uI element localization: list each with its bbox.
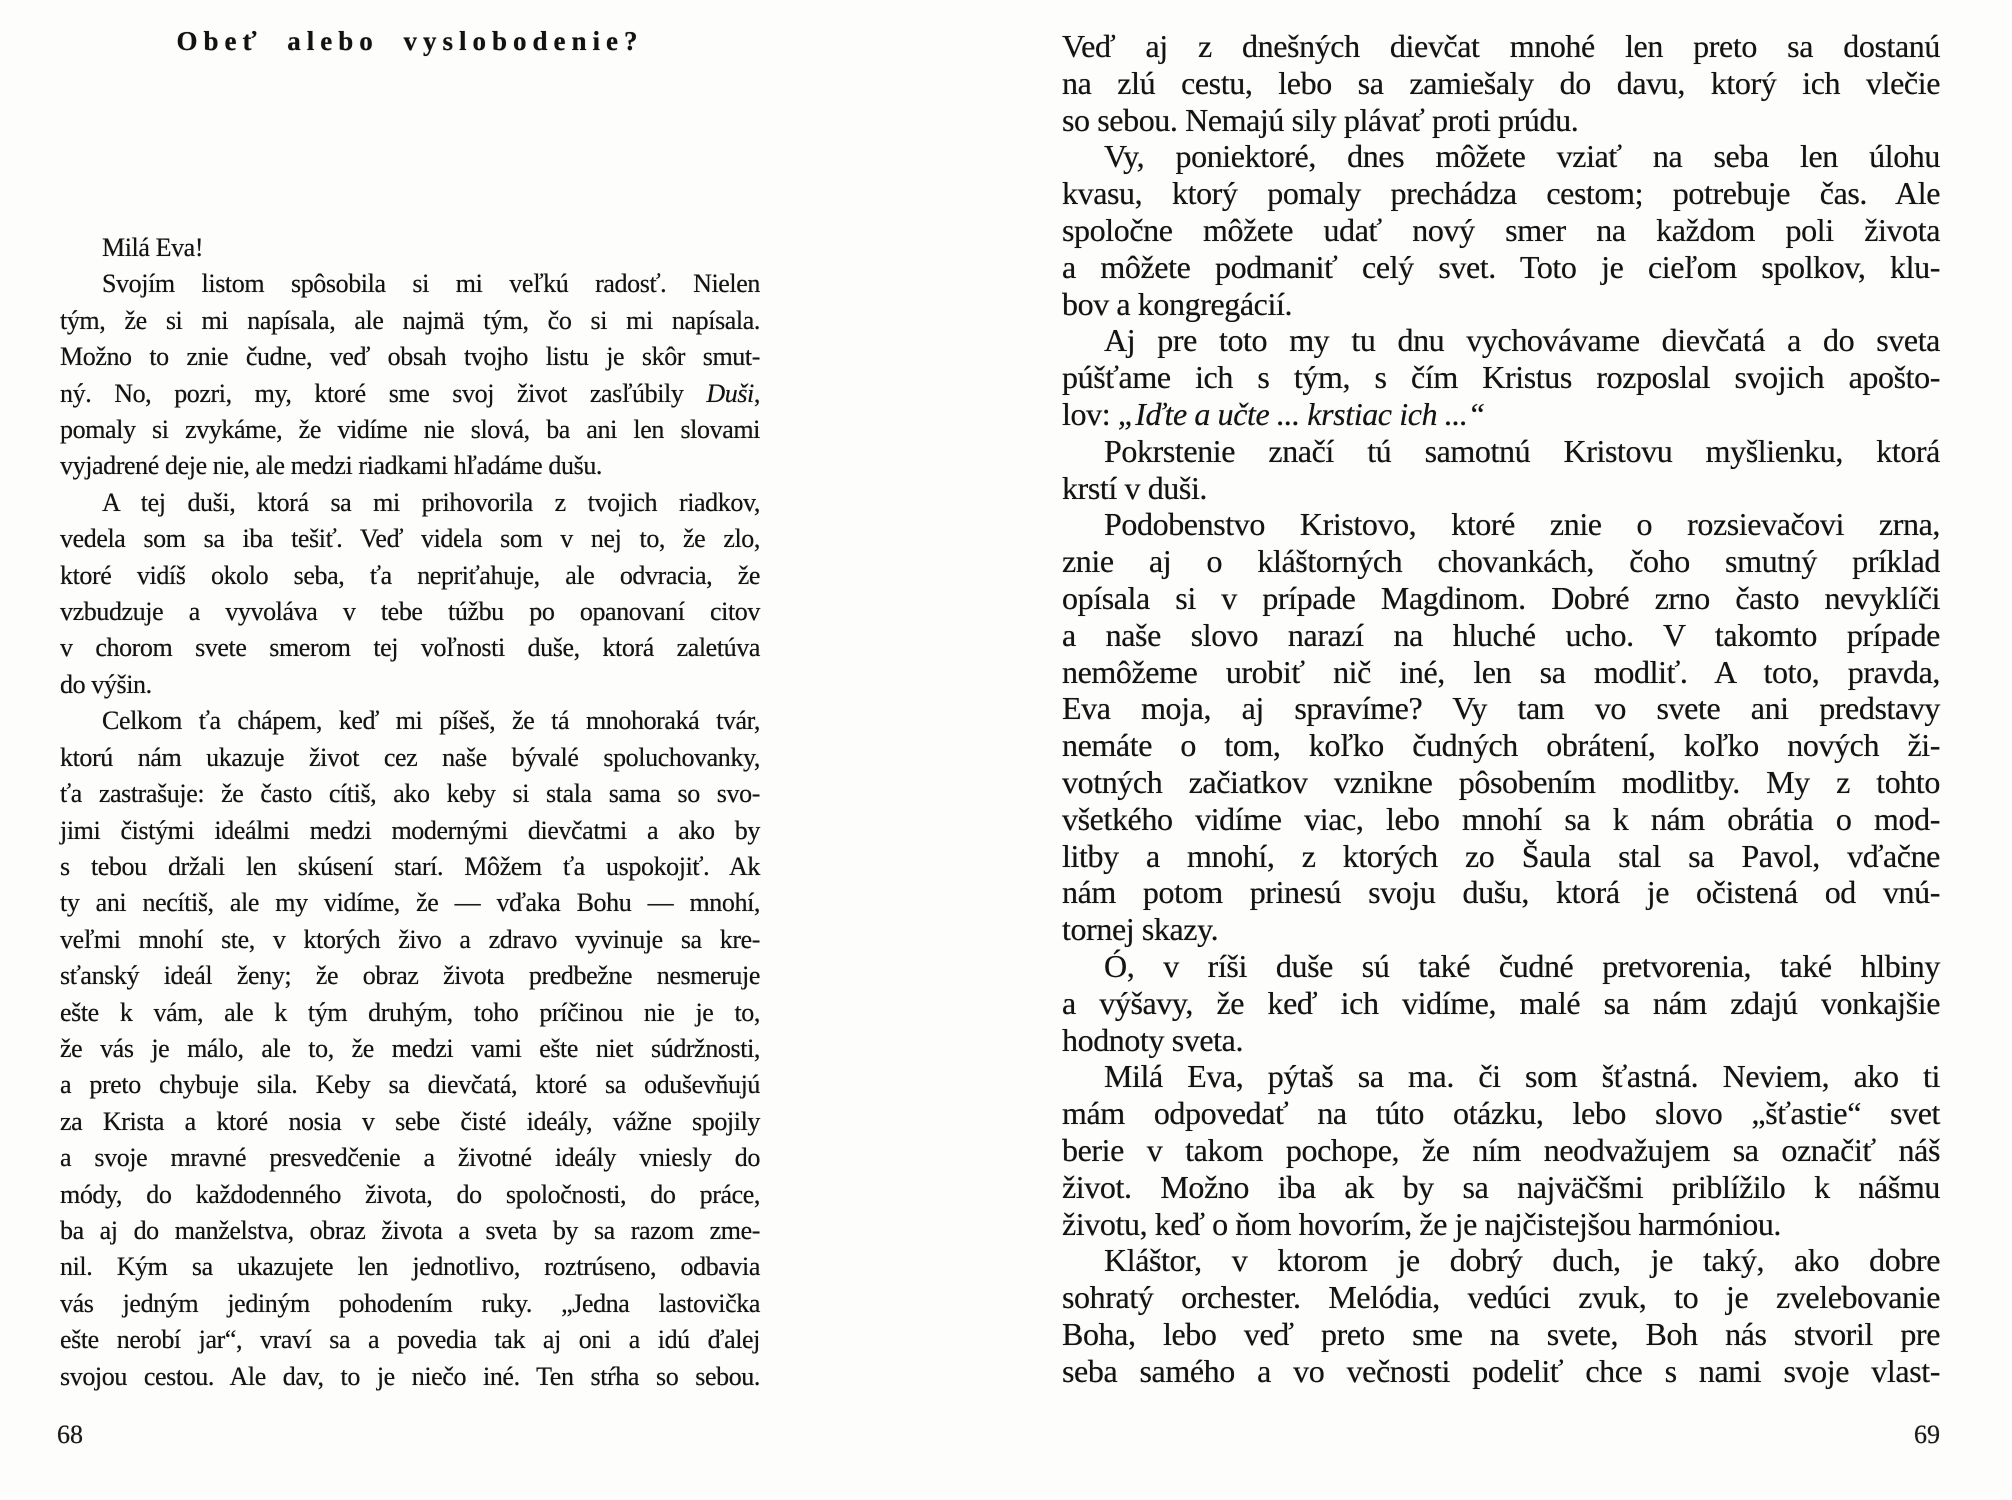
text-line	[60, 849, 760, 885]
text-line	[60, 1286, 760, 1322]
text-segment: litby a mnohí, z ktorých zo Šaula stal sa Pavol, vďačne	[1062, 837, 1940, 874]
text-segment: bov a kongregácií.	[1062, 285, 1293, 322]
text-line	[1062, 1279, 1940, 1316]
text-segment: vás jedným jediným pohodením ruky. „Jedna lastovička	[60, 1288, 760, 1318]
text-segment: Veď aj z dnešných dievčat mnohé len preto sa dostanú	[1062, 28, 1940, 64]
chapter-heading: Obeť alebo vyslobodenie?	[176, 26, 644, 56]
text-segment: za Krista a ktoré nosia v sebe čisté ideály, vážne spojily	[60, 1106, 760, 1136]
text-line	[60, 995, 760, 1031]
text-segment: jimi čistými ideálmi medzi modernými dievčatmi a ako by	[60, 815, 760, 845]
text-line	[60, 230, 760, 266]
text-segment: nám potom prinesú svoju dušu, ktorá je očistená od vnú-	[1062, 874, 1940, 911]
text-segment: Celkom ťa chápem, keď mi píšeš, že tá mnohoraká tvár,	[102, 706, 760, 736]
text-line	[1062, 838, 1940, 875]
text-line	[60, 776, 760, 812]
text-line	[1062, 874, 1940, 911]
text-line	[60, 1104, 760, 1140]
paragraph	[60, 703, 760, 1395]
text-line	[1062, 654, 1940, 691]
text-line	[60, 1249, 760, 1285]
text-line	[60, 1177, 760, 1213]
text-segment: krstí v duši.	[1062, 469, 1208, 506]
text-segment: s tebou držali len skúsení starí. Môžem ťa uspokojiť. Ak	[60, 851, 760, 881]
text-segment: do výšin.	[60, 669, 152, 699]
paragraph	[1062, 948, 1940, 1058]
text-line	[60, 703, 760, 739]
text-line	[1062, 1132, 1940, 1169]
text-line	[60, 667, 760, 703]
text-segment: Možno to znie čudne, veď obsah tvojho listu je skôr smut-	[60, 342, 760, 372]
paragraph	[60, 266, 760, 484]
text-segment: vyjadrené deje nie, ale medzi riadkami hľadáme dušu.	[60, 451, 603, 481]
text-segment: tým, že si mi napísala, ale najmä tým, čo si mi napísala.	[60, 305, 760, 335]
text-line	[1062, 65, 1940, 102]
italic-text-segment: „Iďte a učte ... krstiac ich ...“	[1117, 395, 1485, 432]
paragraph	[1062, 1242, 1940, 1389]
text-segment: znie aj o kláštorných chovankách, čoho smutný príklad	[1062, 543, 1940, 580]
text-segment: hodnoty sveta.	[1062, 1021, 1244, 1058]
text-line	[1062, 28, 1940, 65]
text-segment: ktorú nám ukazuje život cez naše bývalé spoluchovanky,	[60, 742, 760, 772]
paragraph	[1062, 433, 1940, 507]
text-line	[1062, 1242, 1940, 1279]
text-segment: v chorom svete smerom tej voľnosti duše, ktorá zaletúva	[60, 633, 760, 663]
text-segment: ešte nerobí jar“, vraví sa a povedia tak aj oni a idú ďalej	[60, 1325, 760, 1355]
paragraph	[1062, 138, 1940, 322]
text-line	[60, 630, 760, 666]
text-segment: Boha, lebo veď preto sme na svete, Boh nás stvoril pre	[1062, 1315, 1940, 1352]
text-line	[1062, 543, 1940, 580]
text-segment: Ó, v ríši duše sú také čudné pretvorenia, také hlbiny	[1104, 947, 1940, 984]
text-line	[1062, 396, 1940, 433]
text-segment: a preto chybuje sila. Keby sa dievčatá, ktoré sa oduševňujú	[60, 1070, 760, 1100]
text-line	[60, 412, 760, 448]
text-line	[60, 485, 760, 521]
text-segment: nemáte o tom, koľko čudných obrátení, koľko nových ži-	[1062, 727, 1940, 764]
text-segment: a svoje mravné presvedčenie a životné ideály vniesly do	[60, 1143, 760, 1173]
text-line	[1062, 911, 1940, 948]
paragraph	[60, 485, 760, 703]
text-segment: lov:	[1062, 395, 1118, 432]
text-segment: pomaly si zvykáme, že vidíme nie slová, ba ani len slovami	[60, 415, 760, 445]
text-segment: seba samého a vo večnosti podeliť chce s nami svoje vlast-	[1062, 1352, 1940, 1389]
text-segment: tornej skazy.	[1062, 911, 1219, 948]
paragraph	[1062, 506, 1940, 948]
text-segment: Svojím listom spôsobila si mi veľkú radosť. Nielen	[102, 269, 760, 299]
text-line	[1062, 1316, 1940, 1353]
text-line	[1062, 138, 1940, 175]
text-line	[1062, 175, 1940, 212]
text-segment: Vy, poniektoré, dnes môžete vziať na seba len úlohu	[1104, 138, 1940, 175]
text-segment: mám odpovedať na túto otázku, lebo slovo „šťastie“ svet	[1062, 1095, 1940, 1132]
text-segment: vedela som sa iba tešiť. Veď videla som v nej to, že zlo,	[60, 524, 760, 554]
right-page-body	[1062, 28, 1940, 1389]
text-line	[60, 521, 760, 557]
text-line	[1062, 801, 1940, 838]
text-segment: ný. No, pozri, my, ktoré sme svoj život zasľúbily	[60, 378, 707, 408]
text-line	[1062, 212, 1940, 249]
text-segment: módy, do každodenného života, do spoločnosti, do práce,	[60, 1179, 760, 1209]
text-segment: svojou cestou. Ale dav, to je niečo iné. Ten stŕha so sebou.	[60, 1361, 760, 1391]
text-line	[60, 922, 760, 958]
text-line	[1062, 1353, 1940, 1390]
text-segment: ty ani necítiš, ale my vidíme, že — vďaka Bohu — mnohí,	[60, 888, 760, 918]
text-line	[60, 376, 760, 412]
text-segment: ,	[753, 378, 760, 408]
text-line	[60, 740, 760, 776]
text-segment: nemôžeme urobiť nič iné, len sa modliť. A toto, pravda,	[1062, 653, 1940, 690]
text-line	[60, 339, 760, 375]
text-line	[60, 1359, 760, 1395]
paragraph	[1062, 1058, 1940, 1242]
text-segment: púšťame ich s tým, s čím Kristus rozposlal svojich apošto-	[1062, 359, 1940, 396]
paragraph	[60, 230, 760, 266]
text-segment: a výšavy, že keď ich vidíme, malé sa nám zdajú vonkajšie	[1062, 984, 1940, 1021]
text-line	[1062, 1022, 1940, 1059]
text-line	[1062, 322, 1940, 359]
text-line	[60, 594, 760, 630]
page-number-right: 69	[1914, 1420, 1940, 1449]
text-segment: všetkého vidíme viac, lebo mnohí sa k nám obrátia o mod-	[1062, 800, 1940, 837]
text-segment: Podobenstvo Kristovo, ktoré znie o rozsievačovi zrna,	[1104, 506, 1940, 543]
text-line	[1062, 690, 1940, 727]
italic-text-segment: Duši	[706, 378, 754, 408]
text-segment: veľmi mnohí ste, v ktorých živo a zdravo vyvinuje sa kre-	[60, 924, 760, 954]
text-line	[1062, 580, 1940, 617]
text-line	[1062, 1095, 1940, 1132]
text-line	[60, 303, 760, 339]
text-segment: ešte k vám, ale k tým druhým, toho príčinou nie je to,	[60, 997, 760, 1027]
text-line	[1062, 985, 1940, 1022]
text-line	[1062, 102, 1940, 139]
text-segment: sťanský ideál ženy; že obraz života predbežne nesmeruje	[60, 961, 760, 991]
text-line	[60, 885, 760, 921]
text-segment: opísala si v prípade Magdinom. Dobré zrno často nevyklíči	[1062, 579, 1940, 616]
text-segment: berie v takom pochope, že ním neodvažujem sa označiť náš	[1062, 1131, 1940, 1168]
text-segment: ťa zastrašuje: že často cítiš, ako keby si stala sama so svo-	[60, 779, 760, 809]
text-line	[60, 448, 760, 484]
text-line	[1062, 617, 1940, 654]
text-segment: kvasu, ktorý pomaly prechádza cestom; potrebuje čas. Ale	[1062, 175, 1940, 212]
text-line	[60, 1031, 760, 1067]
text-line	[1062, 1058, 1940, 1095]
text-line	[1062, 506, 1940, 543]
text-segment: Aj pre toto my tu dnu vychovávame dievčatá a do sveta	[1104, 322, 1940, 359]
left-page-body	[60, 230, 760, 1395]
text-segment: Pokrstenie značí tú samotnú Kristovu myšlienku, ktorá	[1104, 432, 1940, 469]
text-line	[1062, 433, 1940, 470]
text-segment: Milá Eva!	[102, 233, 204, 262]
text-line	[1062, 727, 1940, 764]
text-segment: A tej duši, ktorá sa mi prihovorila z tvojich riadkov,	[102, 487, 760, 517]
text-segment: životu, keď o ňom hovorím, že je najčistejšou harmóniou.	[1062, 1205, 1782, 1242]
text-line	[1062, 359, 1940, 396]
text-segment: Milá Eva, pýtaš sa ma. či som šťastná. Neviem, ako ti	[1104, 1058, 1940, 1095]
text-line	[60, 1213, 760, 1249]
page-number-left: 68	[57, 1420, 83, 1449]
text-line	[60, 266, 760, 302]
text-line	[60, 813, 760, 849]
text-line	[1062, 286, 1940, 323]
text-segment: nil. Kým sa ukazujete len jednotlivo, roztrúseno, odbavia	[60, 1252, 760, 1282]
text-segment: sohratý orchester. Melódia, vedúci zvuk, to je zvelebovanie	[1062, 1279, 1940, 1316]
text-line	[60, 1067, 760, 1103]
text-segment: že vás je málo, ale to, že medzi vami ešte niet súdržnosti,	[60, 1033, 760, 1063]
text-line	[1062, 249, 1940, 286]
text-line	[60, 958, 760, 994]
text-line	[60, 1140, 760, 1176]
paragraph	[1062, 322, 1940, 432]
text-line	[1062, 948, 1940, 985]
text-segment: votných začiatkov vznikne pôsobením modlitby. My z tohto	[1062, 763, 1940, 800]
text-line	[60, 1322, 760, 1358]
text-segment: vzbudzuje a vyvoláva v tebe túžbu po opanovaní citov	[60, 597, 760, 627]
text-segment: a môžete podmaniť celý svet. Toto je cieľom spolkov, klu-	[1062, 248, 1940, 285]
text-segment: na zlú cestu, lebo sa zamiešaly do davu, ktorý ich vlečie	[1062, 64, 1940, 101]
text-line	[1062, 1206, 1940, 1243]
text-segment: ktoré vidíš okolo seba, ťa nepriťahuje, ale odvracia, že	[60, 560, 760, 590]
text-line	[1062, 764, 1940, 801]
paragraph	[1062, 28, 1940, 138]
text-segment: so sebou. Nemajú sily plávať proti prúdu.	[1062, 101, 1579, 138]
text-segment: život. Možno iba ak by sa najväčšmi priblížilo k nášmu	[1062, 1168, 1940, 1205]
text-segment: a naše slovo narazí na hluché ucho. V takomto prípade	[1062, 616, 1940, 653]
text-segment: Kláštor, v ktorom je dobrý duch, je taký, ako dobre	[1104, 1242, 1940, 1279]
text-segment: spoločne môžete udať nový smer na každom poli života	[1062, 211, 1940, 248]
text-line	[1062, 1169, 1940, 1206]
text-line	[1062, 470, 1940, 507]
text-segment: ba aj do manželstva, obraz života a sveta by sa razom zme-	[60, 1215, 760, 1245]
text-segment: Eva moja, aj spravíme? Vy tam vo svete ani predstavy	[1062, 690, 1940, 727]
text-line	[60, 558, 760, 594]
